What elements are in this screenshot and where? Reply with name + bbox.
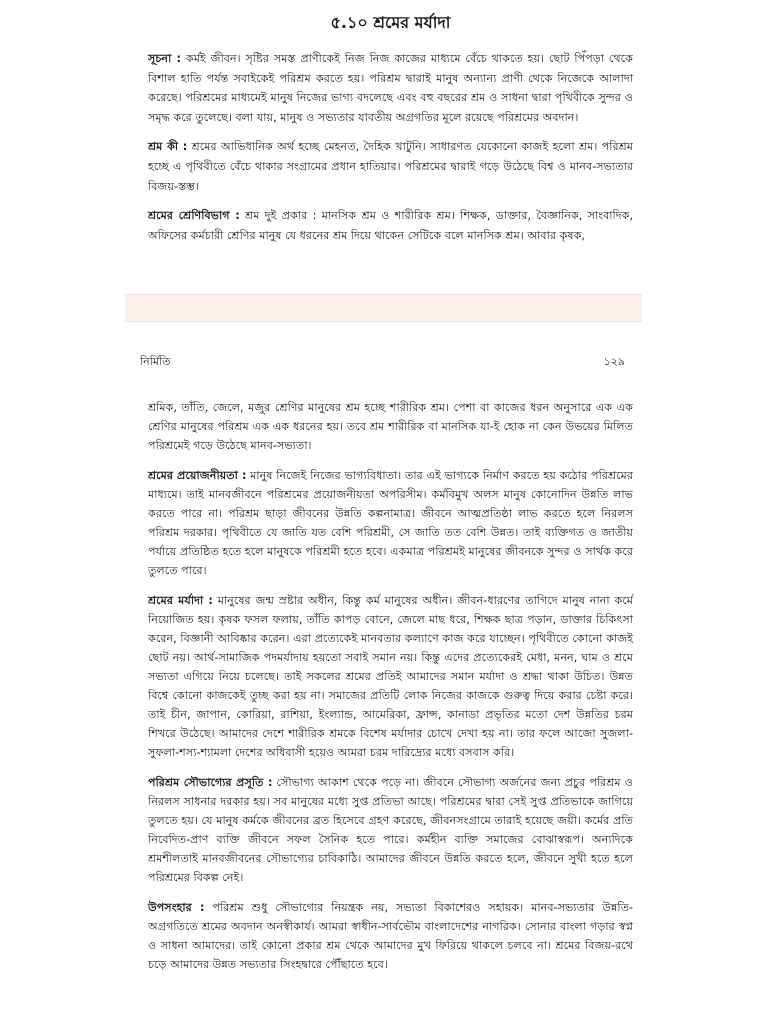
paragraph-lead: শ্রমের মর্যাদা : — [148, 594, 213, 607]
paragraph-conclusion — [148, 898, 633, 974]
paragraph-labour-classification — [148, 206, 633, 245]
book-name: নির্মিতি — [140, 355, 171, 368]
running-header — [140, 353, 625, 371]
page-number: ১২৯ — [603, 355, 625, 368]
paragraph-text: সৌভাগ্য আকাশ থেকে পড়ে না। জীবনে সৌভাগ্য অর্জনের জন্য প্রচুর পরিশ্রম ও নিরলস সাধনার দরকার হয়। সব মানুষের মধ্যে সুপ্ত প্রতিভা আছে। পরিশ্রমের দ্বারা সেই সুপ্ত প্রতিভাকে জাগিয়ে তুলতে হয়। যে মানুষ কর্মকে জীবনের ব্রত হিসেবে গ্রহণ করেছে, জীবনসংগ্রামে তারাই হয়েছে জয়ী। কর্মের প্রতি নিবেদিত-প্রাণ ব্যক্তি জীবনে সফল সৈনিক হতে পারে। কর্মহীন ব্যক্তি সমাজের বোঝাস্বরূপ। অন্যদিকে শ্রমশীলতাই মানবজীবনের সৌভাগ্যের চাবিকাঠি। আমাদের জীবনে উন্নতি করতে হলে, জীবনে সুখী হতে হলে পরিশ্রমের বিকল্প নেই। — [148, 776, 633, 884]
paragraph-text: শ্রমিক, তাঁতি, জেলে, মজুর শ্রেণির মানুষের শ্রম হচ্ছে শারীরিক শ্রম। পেশা বা কাজের ধরন অনুসারে এক এক শ্রেণির মানুষের পরিশ্রম এক এক ধরনের হয়। তবে শ্রম শারীরিক বা মানসিক যা-ই হোক না কেন উভয়ের মিলিত পরিশ্রমেই গড়ে উঠেছে মানব-সভ্যতা। — [148, 401, 633, 452]
paragraph-lead: শ্রম কী : — [148, 140, 188, 154]
paragraph-text: মানুষ নিজেই নিজের ভাগ্যবিধাতা। তার এই ভাগ্যকে নির্মাণ করতে হয় কঠোর পরিশ্রমের মাধ্যমে। তাই মানবজীবনে পরিশ্রমের প্রয়োজনীয়তা অপরিসীম। কর্মবিমুখ অলস মানুষ কোনোদিন উন্নতি লাভ করতে পারে না। পরিশ্রম ছাড়া জীবনের উন্নতি কল্পনামাত্র। জীবনে আত্মপ্রতিষ্ঠা লাভ করতে হলে নিরলস পরিশ্রম দরকার। পৃথিবীতে যে জাতি যত বেশি পরিশ্রমী, সে জাতি তত বেশি উন্নত। তাই ব্যক্তিগত ও জাতীয় পর্যায়ে প্রতিষ্ঠিত হতে হলে মানুষকে পরিশ্রমী হতে হবে। একমাত্র পরিশ্রমই মানুষের জীবনকে সুন্দর ও সার্থক করে তুলতে পারে। — [148, 469, 633, 577]
paragraph-necessity-of-labour — [148, 466, 633, 580]
paragraph-lead: পরিশ্রম সৌভাগ্যের প্রসূতি : — [148, 776, 273, 789]
paragraph-text: পরিশ্রম শুধু সৌভাগ্যের নিয়ন্ত্রক নয়, সভ্যতা বিকাশেরও সহায়ক। মানব-সভ্যতার উন্নতি-অগ্রগতিতে শ্রমের অবদান অনস্বীকার্য। আমরা স্বাধীন-সার্বভৌম বাংলাদেশের নাগরিক। সোনার বাংলা গড়ার স্বপ্ন ও সাধনা আমাদের। তাই কোনো প্রকার শ্রম থেকে আমাদের মুখ ফিরিয়ে থাকলে চলবে না। শ্রমের বিজয়-রথে চড়ে আমাদের উন্নত সভ্যতার সিংহদ্বারে পৌঁছাতে হবে। — [148, 901, 633, 971]
paragraph-lead: উপসংহার : — [148, 901, 205, 914]
page-gap-divider — [125, 294, 642, 322]
paragraph-introduction — [148, 49, 633, 127]
paragraph-lead: শ্রমের শ্রেণিবিভাগ : — [148, 209, 240, 223]
paragraph-text: মানুষের জন্ম স্রষ্টার অধীন, কিন্তু কর্ম মানুষের অধীন। জীবন-ধারণের তাগিদে মানুষ নানা কর্মে নিয়োজিত হয়। কৃষক ফসল ফলায়, তাঁতি কাপড় বোনে, জেলে মাছ ধরে, শিক্ষক ছাত্র পড়ান, ডাক্তার চিকিৎসা করেন, বিজ্ঞানী আবিষ্কার করেন। এরা প্রত্যেকেই মানবতার কল্যাণে কাজ করে যাচ্ছেন। পৃথিবীতে কোনো কাজই ছোট নয়। আর্থ-সামাজিক পদমর্যাদায় হয়তো সবাই সমান নয়। কিন্তু এদের প্রত্যেকেরই মেধা, মনন, ঘাম ও শ্রমে সভ্যতা এগিয়ে নিয়ে চলেছে। তাই সকলের শ্রমের প্রতিই আমাদের সমান মর্যাদা ও শ্রদ্ধা থাকা উচিত। উন্নত বিশ্বে কোনো কাজকেই তুচ্ছ করা হয় না। সমাজের প্রতিটি লোক নিজের কাজকে গুরুত্ব দিয়ে করার চেষ্টা করে। তাই চীন, জাপান, কোরিয়া, রাশিয়া, ইংল্যান্ড, আমেরিকা, ফ্রান্স, কানাডা প্রভৃতির মতো দেশ উন্নতির চরম শিখরে উঠেছে। আমাদের দেশে শারীরিক শ্রমকে বিশেষ মর্যাদার চোখে দেখা হয় না। তার ফলে আজো সুজলা-সুফলা-শস্য-শ্যামলা দেশের অধিবাসী হয়েও আমরা চরম দারিদ্র্যের মধ্যে বসবাস করি। — [148, 594, 634, 759]
paragraph-text: কর্মই জীবন। সৃষ্টির সমস্ত প্রাণীকেই নিজ নিজ কাজের মাধ্যমে বেঁচে থাকতে হয়। ছোট পিঁপড়া থেকে বিশাল হাতি পর্যন্ত সবাইকেই পরিশ্রম করতে হয়। পরিশ্রম দ্বারাই মানুষ অন্যান্য প্রাণী থেকে নিজেকে আলাদা করেছে। পরিশ্রমের মাধ্যমেই মানুষ নিজের ভাগ্য বদলেছে এবং বহু বছরের শ্রম ও সাধনা দ্বারা পৃথিবীকে সুন্দর ও সমৃদ্ধ করে তুলেছে। বলা যায়, মানুষ ও সভ্যতার যাবতীয় অগ্রগতির মূলে রয়েছে পরিশ্রমের অবদান। — [148, 52, 634, 124]
essay-title: ৫.১০ শ্রমের মর্যাদা — [330, 13, 451, 32]
top-page — [148, 8, 633, 266]
bottom-page — [148, 398, 633, 1018]
paragraph-dignity-of-labour — [148, 591, 633, 762]
paragraph-lead: শ্রমের প্রয়োজনীয়তা : — [148, 469, 247, 482]
paragraph-continuation — [148, 398, 633, 455]
paragraph-text: শ্রমের আভিধানিক অর্থ হচ্ছে মেহনত, দৈহিক খাটুনি। সাধারণত যেকোনো কাজই হলো শ্রম। পরিশ্রম হচ্ছে এ পৃথিবীতে বেঁচে থাকার সংগ্রামের প্রধান হাতিয়ার। পরিশ্রমের দ্বারাই গড়ে উঠেছে বিশ্ব ও মানব-সভ্যতার বিজয়-স্তম্ভ। — [148, 140, 633, 193]
paragraph-text: শ্রম দুই প্রকার : মানসিক শ্রম ও শারীরিক শ্রম। শিক্ষক, ডাক্তার, বৈজ্ঞানিক, সাংবাদিক, অফিসের কর্মচারী শ্রেণির মানুষ যে ধরনের শ্রম দিয়ে থাকেন সেটিকে বলে মানসিক শ্রম। আবার কৃষক, — [148, 209, 633, 242]
paragraph-what-is-labour — [148, 137, 633, 196]
paragraph-labour-and-fortune — [148, 773, 633, 887]
paragraph-lead: সূচনা : — [148, 52, 182, 65]
